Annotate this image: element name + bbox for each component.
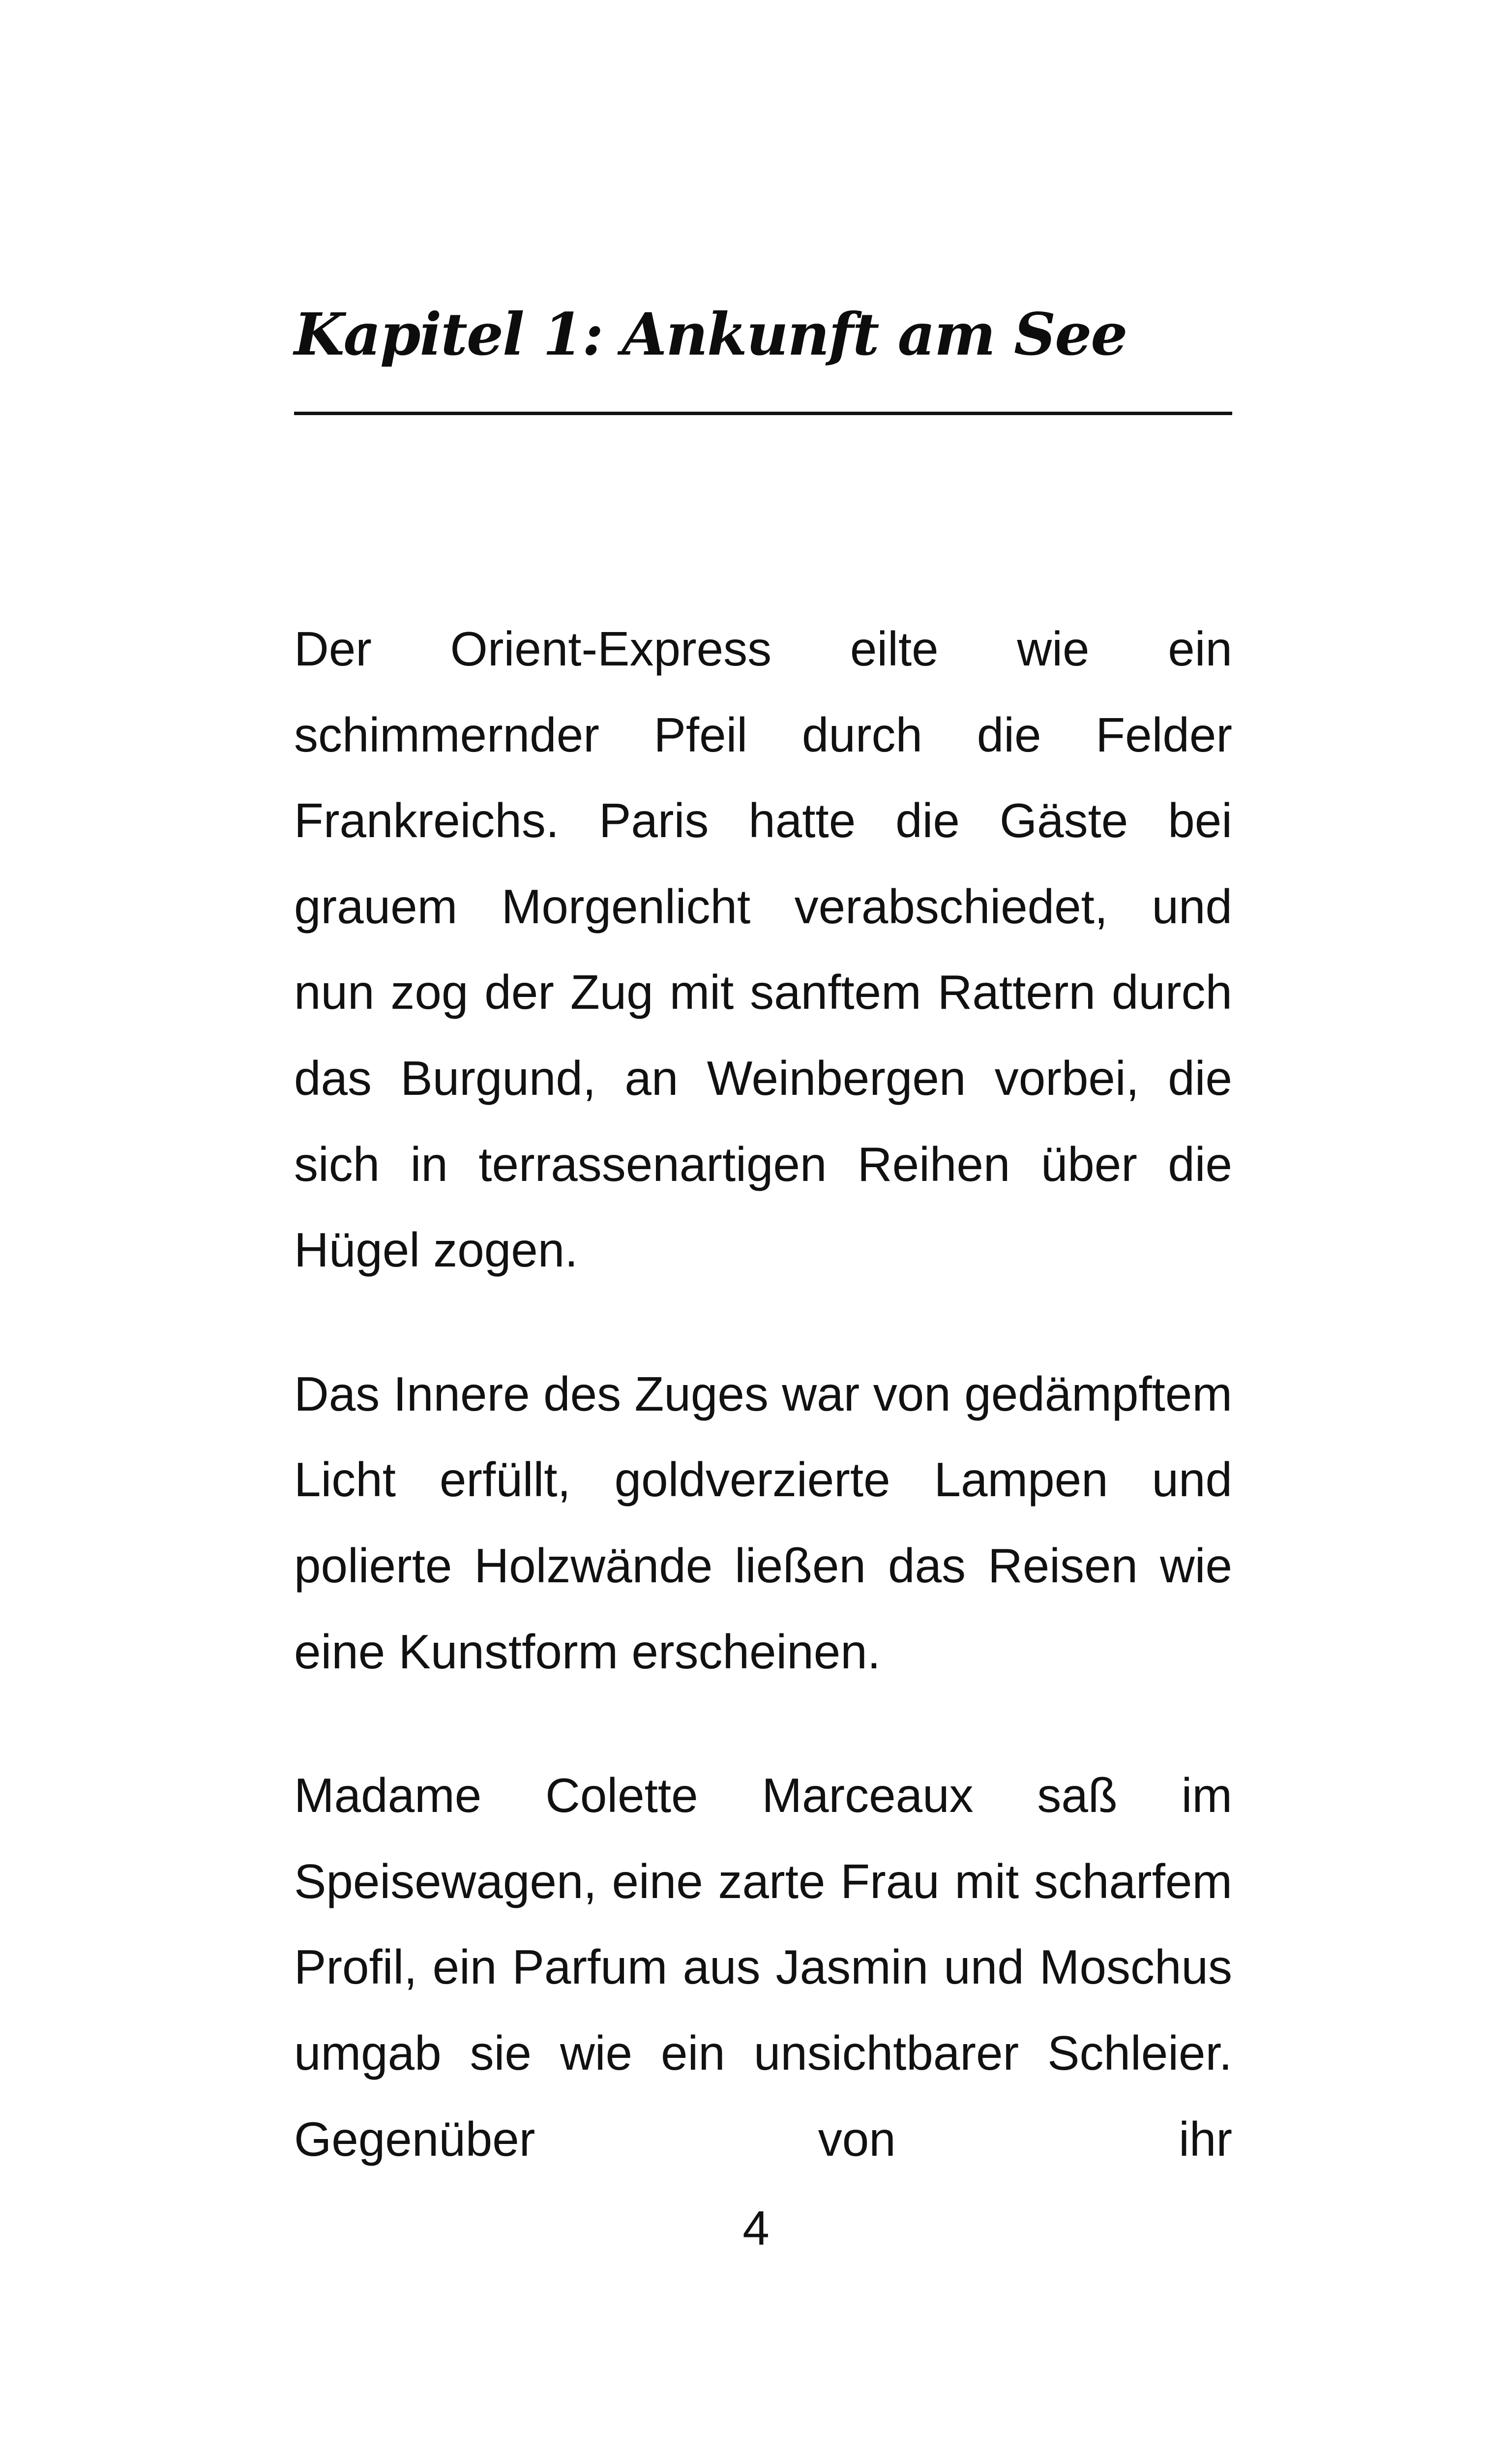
page-number: 4 bbox=[742, 2201, 770, 2255]
paragraph: Das Innere des Zuges war von gedämpftem Licht erfüllt, goldverzierte Lampen und polierte Holzwände ließen das Reisen wie eine Kunstform erscheinen. bbox=[294, 1366, 1232, 1679]
paragraph: Der Orient-Express eilte wie ein schimmernder Pfeil durch die Felder Frankreichs. Paris hatte die Gäste bei grauem Morgenlicht verabschiedet, und nun zog der Zug mit sanftem Rattern durch das Burgund, an Weinbergen vorbei, die sich in terrassenartigen Reihen über die Hügel zogen. bbox=[294, 622, 1232, 1277]
chapter-body bbox=[294, 606, 1232, 2240]
title-divider bbox=[294, 412, 1232, 415]
paragraph: Madame Colette Marceaux saß im Speisewagen, eine zarte Frau mit scharfem Profil, ein Parfum aus Jasmin und Moschus umgab sie wie ein unsichtbarer Schleier. Gegenüber von ihr bbox=[294, 1768, 1232, 2166]
chapter-title: Kapitel 1: Ankunft am See bbox=[294, 300, 1127, 368]
